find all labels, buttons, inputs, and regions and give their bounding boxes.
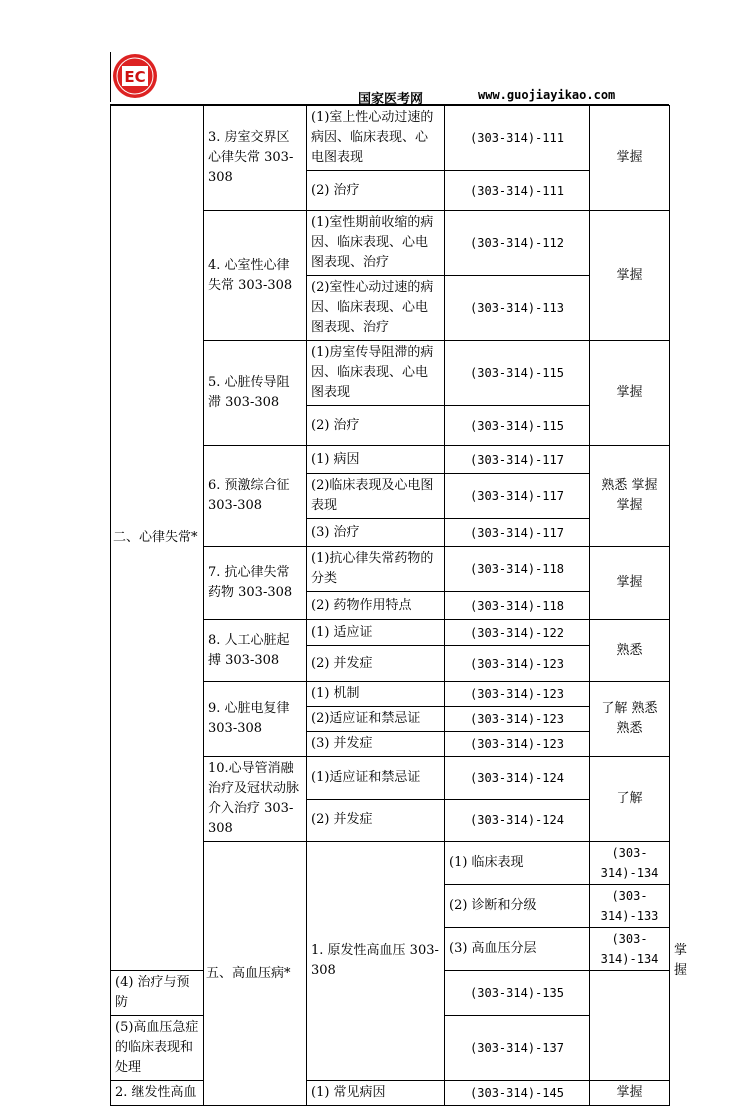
topic-cell: 2. 继发性高血 (111, 1081, 204, 1106)
point-cell: (5)高血压急症的临床表现和处理 (111, 1016, 204, 1081)
page-cell: (303-314)-115 (445, 406, 590, 446)
point-cell: (1)室上性心动过速的病因、临床表现、心电图表现 (307, 106, 445, 171)
page-cell: (303-314)-145 (445, 1081, 590, 1106)
page-cell: (303-314)-123 (445, 646, 590, 682)
page-cell: (303-314)-123 (445, 682, 590, 707)
point-cell: (1) 常见病因 (307, 1081, 445, 1106)
level-cell: 掌握 (590, 547, 670, 620)
unit-cell: 二、心律失常* (111, 106, 204, 971)
level-cell: 熟悉 掌握 掌握 (590, 446, 670, 547)
page-cell: (303-314)-135 (445, 971, 590, 1016)
page-cell: (303-314)-134 (590, 842, 670, 885)
point-cell: (2) 并发症 (307, 646, 445, 682)
point-cell: (2) 治疗 (307, 406, 445, 446)
point-cell: (2)室性心动过速的病因、临床表现、心电图表现、治疗 (307, 276, 445, 341)
topic-cell: 7. 抗心律失常药物 303-308 (204, 547, 307, 620)
point-cell: (1) 机制 (307, 682, 445, 707)
page-cell: (303-314)-117 (445, 474, 590, 519)
page-cell: (303-314)-137 (445, 1016, 590, 1081)
point-cell: (3) 高血压分层 (445, 928, 590, 971)
topic-cell: 9. 心脏电复律 303-308 (204, 682, 307, 757)
topic-cell: 6. 预激综合征 303-308 (204, 446, 307, 547)
point-cell: (3) 治疗 (307, 519, 445, 547)
page-cell: (303-314)-124 (445, 799, 590, 842)
page-cell: (303-314)-111 (445, 106, 590, 171)
topic-cell: 4. 心室性心律失常 303-308 (204, 211, 307, 341)
point-cell: (1)室性期前收缩的病因、临床表现、心电图表现、治疗 (307, 211, 445, 276)
point-cell: (2)适应证和禁忌证 (307, 707, 445, 732)
point-cell: (2)临床表现及心电图表现 (307, 474, 445, 519)
table-row (111, 106, 670, 171)
page-cell: (303-314)-124 (445, 757, 590, 800)
level-cell: 掌握 (590, 1081, 670, 1106)
page-cell: (303-314)-123 (445, 732, 590, 757)
page-cell: (303-314)-113 (445, 276, 590, 341)
page-cell: (303-314)-111 (445, 171, 590, 211)
topic-cell: 1. 原发性高血压 303-308 (307, 842, 445, 1081)
topic-cell: 3. 房室交界区心律失常 303-308 (204, 106, 307, 211)
page-cell: (303-314)-118 (445, 592, 590, 620)
point-cell: (4) 治疗与预防 (111, 971, 204, 1016)
page-cell: (303-314)-133 (590, 885, 670, 928)
point-cell: (2) 诊断和分级 (445, 885, 590, 928)
point-cell: (2) 并发症 (307, 799, 445, 842)
page-cell: (303-314)-123 (445, 707, 590, 732)
page-cell: (303-314)-115 (445, 341, 590, 406)
point-cell: (1)房室传导阻滞的病因、临床表现、心电图表现 (307, 341, 445, 406)
level-cell: 掌握 (590, 106, 670, 211)
exam-center-seal-logo-icon (110, 52, 160, 100)
svg-text:EC: EC (124, 68, 146, 86)
point-cell: (1) 适应证 (307, 620, 445, 646)
syllabus-table (110, 105, 688, 1106)
page-cell: (303-314)-118 (445, 547, 590, 592)
table-row: 五、高血压病* 1. 原发性高血压 303-308 (1) 临床表现 (303-314)-134 掌握 (111, 842, 670, 885)
level-cell: 熟悉 (590, 620, 670, 682)
point-cell: (1)抗心律失常药物的分类 (307, 547, 445, 592)
point-cell: (2) 药物作用特点 (307, 592, 445, 620)
point-cell: (2) 治疗 (307, 171, 445, 211)
unit-cell: 五、高血压病* (204, 842, 307, 1106)
level-cell: 了解 (590, 757, 670, 842)
topic-cell: 5. 心脏传导阻滞 303-308 (204, 341, 307, 446)
topic-cell: 10.心导管消融治疗及冠状动脉介入治疗 303-308 (204, 757, 307, 842)
topic-cell: 8. 人工心脏起搏 303-308 (204, 620, 307, 682)
level-cell: 了解 熟悉 熟悉 (590, 682, 670, 757)
point-cell: (1)适应证和禁忌证 (307, 757, 445, 800)
page-cell: (303-314)-134 (590, 928, 670, 971)
point-cell: (1) 病因 (307, 446, 445, 474)
page-cell: (303-314)-112 (445, 211, 590, 276)
site-name: 国家医考网 (358, 92, 424, 107)
page-cell: (303-314)-117 (445, 446, 590, 474)
site-url: www.guojiayikao.com (478, 88, 616, 102)
table-row (111, 1081, 670, 1106)
page-cell: (303-314)-117 (445, 519, 590, 547)
header-corner-mark (110, 52, 117, 102)
point-cell: (3) 并发症 (307, 732, 445, 757)
point-cell: (1) 临床表现 (445, 842, 590, 885)
page-cell: (303-314)-122 (445, 620, 590, 646)
level-cell: 掌握 (590, 211, 670, 341)
level-cell: 掌握 (590, 341, 670, 446)
